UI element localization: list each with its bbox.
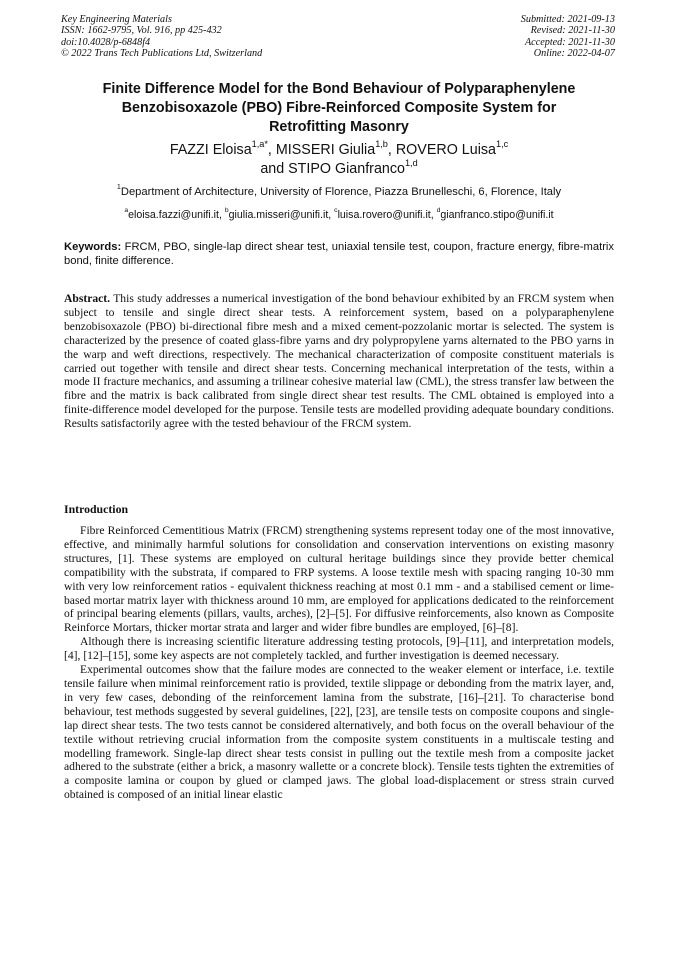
- author-affiliation-mark: 1,a*: [251, 138, 268, 149]
- abstract-label: Abstract.: [64, 292, 111, 305]
- body-paragraph: Although there is increasing scientific literature addressing testing protocols, [9]–[11], and interpretation models, [4], [12]–[15], some key aspects are not completely tackled, and further investigation is deemed necessary.: [64, 635, 614, 663]
- author-list: [60, 138, 618, 179]
- affiliation-mark: 1: [116, 183, 121, 192]
- title-line: Retrofitting Masonry: [269, 119, 409, 135]
- author-separator: ,: [267, 142, 276, 158]
- email-address: gianfranco.stipo@unifi.it: [440, 209, 554, 221]
- email-address: luisa.rovero@unifi.it: [337, 209, 431, 221]
- journal-doi: doi:10.4028/p-6848f4: [61, 36, 151, 48]
- author-name: MISSERI Giulia: [275, 142, 376, 158]
- journal-issn: ISSN: 1662-9795, Vol. 916, pp 425-432: [61, 25, 222, 37]
- email-separator: ,: [430, 209, 437, 221]
- keywords: [64, 241, 614, 268]
- keywords-label: Keywords:: [64, 241, 122, 253]
- publication-dates: [521, 14, 615, 60]
- abstract-text: This study addresses a numerical investigation of the bond behaviour exhibited by an FRCM system when subject to tensile and single direct shear tests. A reinforcement system, based on a polyparaphenylene benzobisoxazole (PBO) bi-directional fibre mesh and a mixed cement-pozzolanic mortar is selected. The system is characterized by the presence of coated glass-fibre yarns and dry polypropylene yarns alternated to the PBO yarns in the warp and weft directions, respectively. The mechanical characterization of composite constituent materials is carried out together with tensile and direct shear tests. Concerning mechanical interpretation of the tests, within a mode II fracture mechanics, and assuming a trilinear cohesive material law (CML), the stress transfer law between the fibre and the matrix is back calibrated from single direct shear test results. The CML obtained is employed into a finite-difference model developed for the purpose. Tensile tests are modelled providing adequate boundary conditions. Results satisfactorily agree with the tested behaviour of the FRCM system.: [64, 292, 614, 431]
- title-line: Finite Difference Model for the Bond Behaviour of Polyparaphenylene: [102, 81, 576, 97]
- date-online: Online: 2022-04-07: [533, 48, 615, 60]
- section-heading-introduction: Introduction: [64, 502, 129, 516]
- author-emails: [60, 208, 618, 222]
- email-mark: a: [124, 207, 129, 215]
- date-accepted: Accepted: 2021-11-30: [524, 36, 615, 48]
- email-mark: b: [224, 207, 229, 215]
- email-address: eloisa.fazzi@unifi.it: [128, 209, 219, 221]
- body-paragraph: Experimental outcomes show that the failure modes are connected to the weaker element or interface, i.e. textile tensile failure when minimal reinforcement ratio is provided, textile slippage or debonding from the matrix layer, and, in very few cases, debonding of the reinforcement lamina from the substrate, [16]–[21]. To characterise bond behaviour, test methods suggested by several guidelines, [22], [23], are tensile tests on composite coupons and single-lap direct shear tests. The two tests cannot be considered alternatively, and both focus on the overall behaviour of the textile without retrieving crucial information from the composite system constituents in a multiscale testing and modelling framework. Single-lap direct shear tests consist in pulling out the textile mesh from a composite jacket adhered to the substrate (either a brick, a masonry wallette or a concrete block). Tensile tests tighten the extremities of a composite lamina or coupon by glued or clamped jaws. The global load-displacement or stress strain curved obtained is composed of an initial linear elastic: [64, 663, 614, 802]
- author-name: STIPO Gianfranco: [288, 161, 405, 177]
- author-affiliation-mark: 1,c: [495, 138, 509, 149]
- email-separator: ,: [218, 209, 225, 221]
- author-conjunction: and: [260, 161, 289, 177]
- keywords-text: FRCM, PBO, single-lap direct shear test, uniaxial tensile test, coupon, fracture energy, fibre-matrix bond, finite difference.: [64, 241, 614, 267]
- author-line-2: [60, 157, 618, 179]
- journal-name: Key Engineering Materials: [61, 14, 172, 25]
- date-revised: Revised: 2021-11-30: [530, 25, 615, 37]
- author-affiliation-mark: 1,d: [404, 157, 418, 168]
- email-address: giulia.misseri@unifi.it: [228, 209, 329, 221]
- title-line: Benzobisoxazole (PBO) Fibre-Reinforced Composite System for: [121, 100, 557, 116]
- email-mark: c: [334, 207, 338, 215]
- introduction-body: [64, 524, 614, 802]
- author-separator: ,: [387, 142, 396, 158]
- body-paragraph: Fibre Reinforced Cementitious Matrix (FRCM) strengthening systems represent today one of the most innovative, effective, and minimally harmful solutions for consolidation and conservation interventions on existing masonry structures, [1]. These systems are employed on cultural heritage buildings since they provide better chemical compatibility with the substrata, if compared to FRP systems. A loose textile mesh with spacing ranging 10-30 mm with very low reinforcement ratios - equivalent thickness reaching at most 0.1 mm - and a stabilised cement or lime-based mortar matrix layer with thickness around 10 mm, are employed for applications dedicated to the reinforcement of principal bearing elements (pillars, vaults, arches), [2]–[5]. For diffusive reinforcements, also known as Composite Reinforce Mortars, thicker mortar strata and larger and wider fibre bundles are employed, [6]–[8].: [64, 524, 614, 635]
- journal-header: [61, 14, 615, 60]
- author-affiliation-mark: 1,b: [375, 138, 388, 149]
- affiliation-text: Department of Architecture, University of Florence, Piazza Brunelleschi, 6, Florence, Italy: [120, 186, 562, 198]
- author-name: FAZZI Eloisa: [169, 142, 252, 158]
- author-name: ROVERO Luisa: [395, 142, 496, 158]
- affiliation: [60, 185, 618, 199]
- email-separator: ,: [328, 209, 335, 221]
- abstract: [64, 292, 614, 431]
- paper-title: [60, 80, 618, 137]
- journal-copyright: © 2022 Trans Tech Publications Ltd, Switzerland: [61, 48, 263, 60]
- journal-info: [61, 14, 262, 60]
- author-line-1: [60, 138, 618, 160]
- email-mark: d: [436, 207, 441, 215]
- date-submitted: Submitted: 2021-09-13: [520, 14, 615, 25]
